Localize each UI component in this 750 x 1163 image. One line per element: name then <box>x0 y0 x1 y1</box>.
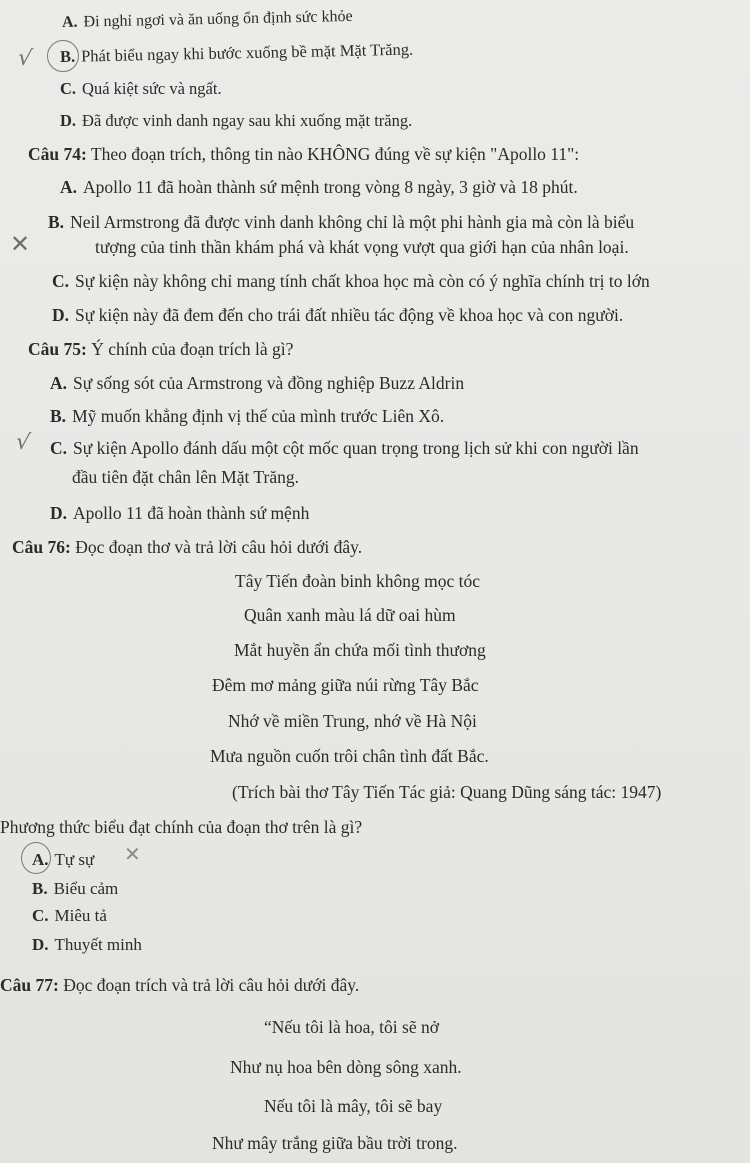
q74-option-b-cont: tượng của tinh thần khám phá và khát vọng vượt qua giới hạn của nhân loại. <box>95 237 629 257</box>
q74-option-b: B. Neil Armstrong đã được vinh danh không chỉ là một phi hành gia mà còn là biểu <box>48 212 635 232</box>
cross-mark: ✕ <box>10 230 31 258</box>
poem-line: Như nụ hoa bên dòng sông xanh. <box>230 1057 462 1077</box>
q75-option-c-cont: đầu tiên đặt chân lên Mặt Trăng. <box>72 467 299 487</box>
question-74: Câu 74: Theo đoạn trích, thông tin nào KHÔNG đúng về sự kiện "Apollo 11": <box>28 144 580 164</box>
poem-line: Như mây trắng giữa bầu trời trong. <box>212 1133 458 1153</box>
q75-option-b: B. Mỹ muốn khẳng định vị thế của mình trước Liên Xô. <box>50 406 445 426</box>
question-75: Câu 75: Ý chính của đoạn trích là gì? <box>28 339 294 359</box>
poem-line: Nếu tôi là mây, tôi sẽ bay <box>264 1096 443 1116</box>
check-mark: √ <box>14 429 32 456</box>
q75-option-d: D. Apollo 11 đã hoàn thành sứ mệnh <box>50 503 310 523</box>
answer-circle <box>47 40 79 72</box>
poem-line: Đêm mơ mảng giữa núi rừng Tây Bắc <box>212 675 479 695</box>
poem-line: “Nếu tôi là hoa, tôi sẽ nở <box>264 1017 439 1037</box>
q74-option-d: D. Sự kiện này đã đem đến cho trái đất nhiều tác động về khoa học và con người. <box>52 305 624 325</box>
poem-line: Mắt huyền ẩn chứa mối tình thương <box>234 640 486 660</box>
question-77: Câu 77: Đọc đoạn trích và trả lời câu hỏi dưới đây. <box>0 975 360 995</box>
poem-line: Quân xanh màu lá dữ oai hùm <box>244 605 456 625</box>
poem-line: Mưa nguồn cuốn trôi chân tình đất Bắc. <box>210 746 489 766</box>
q75-option-a: A. Sự sống sót của Armstrong và đồng nghiệp Buzz Aldrin <box>50 373 465 393</box>
q76-option-c: C. Miêu tả <box>32 906 107 925</box>
option-b: B. Phát biểu ngay khi bước xuống bề mặt Mặt Trăng. <box>59 39 414 66</box>
q74-option-c: C. Sự kiện này không chỉ mang tính chất khoa học mà còn có ý nghĩa chính trị to lớn <box>52 271 650 291</box>
question-76-prompt: Phương thức biểu đạt chính của đoạn thơ trên là gì? <box>0 817 363 837</box>
cross-mark: ✕ <box>124 842 141 866</box>
q74-option-a: A. Apollo 11 đã hoàn thành sứ mệnh trong vòng 8 ngày, 3 giờ và 18 phút. <box>60 177 578 197</box>
poem-line: Nhớ về miền Trung, nhớ về Hà Nội <box>228 711 477 731</box>
check-mark: √ <box>16 45 34 72</box>
q76-option-b: B. Biểu cảm <box>32 879 119 898</box>
poem-line: Tây Tiến đoàn binh không mọc tóc <box>235 571 480 591</box>
q76-option-a: A. Tự sự <box>32 850 95 869</box>
option-a: A. Đi nghỉ ngơi và ăn uống ổn định sức khỏe <box>61 7 353 31</box>
answer-circle <box>21 842 51 874</box>
question-76: Câu 76: Đọc đoạn thơ và trả lời câu hỏi dưới đây. <box>12 537 363 557</box>
poem-source: (Trích bài thơ Tây Tiến Tác giả: Quang Dũng sáng tác: 1947) <box>232 782 662 802</box>
q76-option-d: D. Thuyết minh <box>32 935 142 954</box>
q75-option-c: C. Sự kiện Apollo đánh dấu một cột mốc quan trọng trong lịch sử khi con người lần <box>50 438 639 458</box>
option-d: D. Đã được vinh danh ngay sau khi xuống mặt trăng. <box>60 111 413 130</box>
option-c: C. Quá kiệt sức và ngất. <box>60 79 222 98</box>
